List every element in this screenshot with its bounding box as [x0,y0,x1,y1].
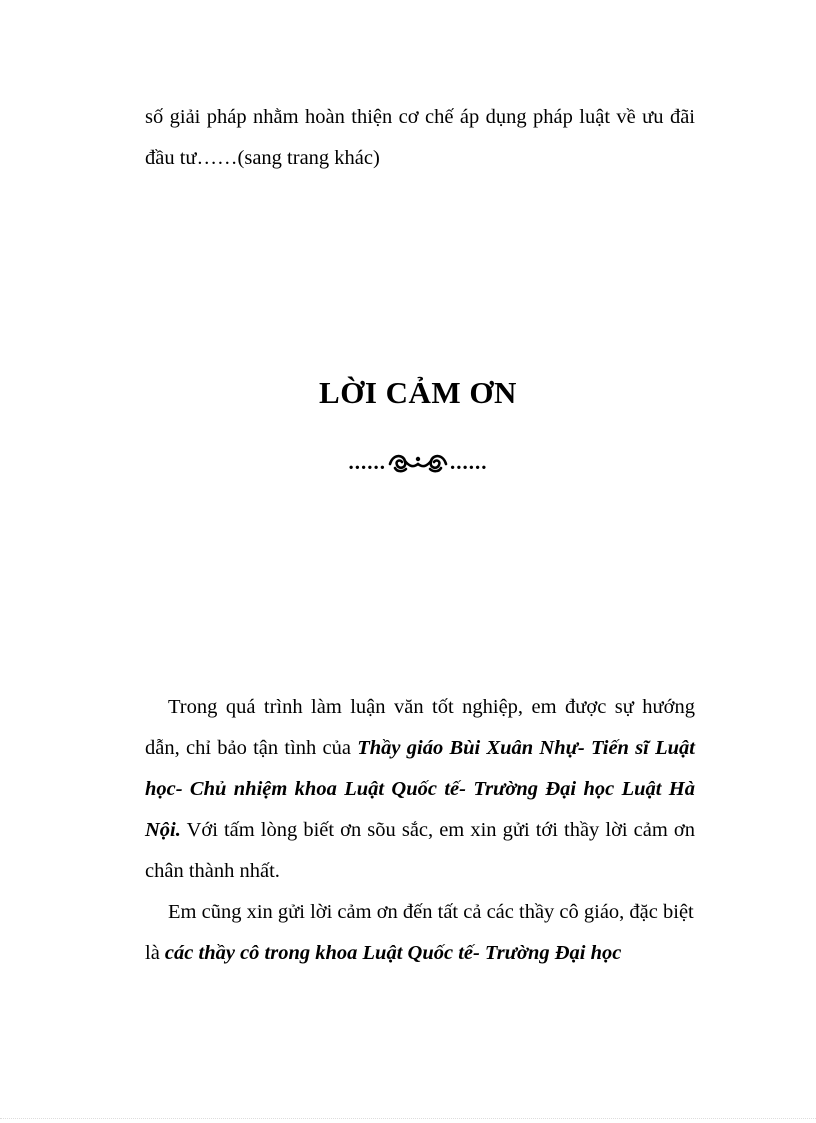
paragraph-1-bold-italic: Thầy giáo Bùi Xuân Nhự- Tiến sĩ Luật học- Chủ nhiệm khoa Luật Quốc tế- Trường Đại học Luật Hà Nội. [145,737,695,841]
intro-text: số giải pháp nhằm hoàn thiện cơ chế áp dụng pháp luật về ưu đãi đầu tư……(sang trang khác) [145,106,695,169]
intro-paragraph [145,97,695,179]
paragraph-1-text-a: Trong quá trình làm luận văn tốt nghiệp, em được sự hướng dẫn, chỉ bảo tận tình của [145,696,695,759]
paragraph-1 [145,687,695,892]
ornament-dots-right: ...... [450,450,488,475]
page-bottom-divider [0,1118,816,1119]
paragraph-1-text-b: Với tấm lòng biết ơn sõu sắc, em xin gửi tới thầy lời cảm ơn chân thành nhất. [145,819,695,882]
paragraph-2-bold-italic: các thầy cô trong khoa Luật Quốc tế- Trường Đại học [164,942,622,964]
ornament-dots-left: ...... [348,450,386,475]
page-title: LỜI CẢM ƠN [319,375,517,410]
scroll-flourish-icon [387,450,449,474]
paragraph-2-text-a: Em cũng xin gửi lời cảm ơn đến tất cả các thầy cô giáo, đặc biệt là [145,901,694,964]
title-ornament [0,440,816,480]
acknowledgement-body [145,687,695,974]
paragraph-2 [145,892,695,974]
